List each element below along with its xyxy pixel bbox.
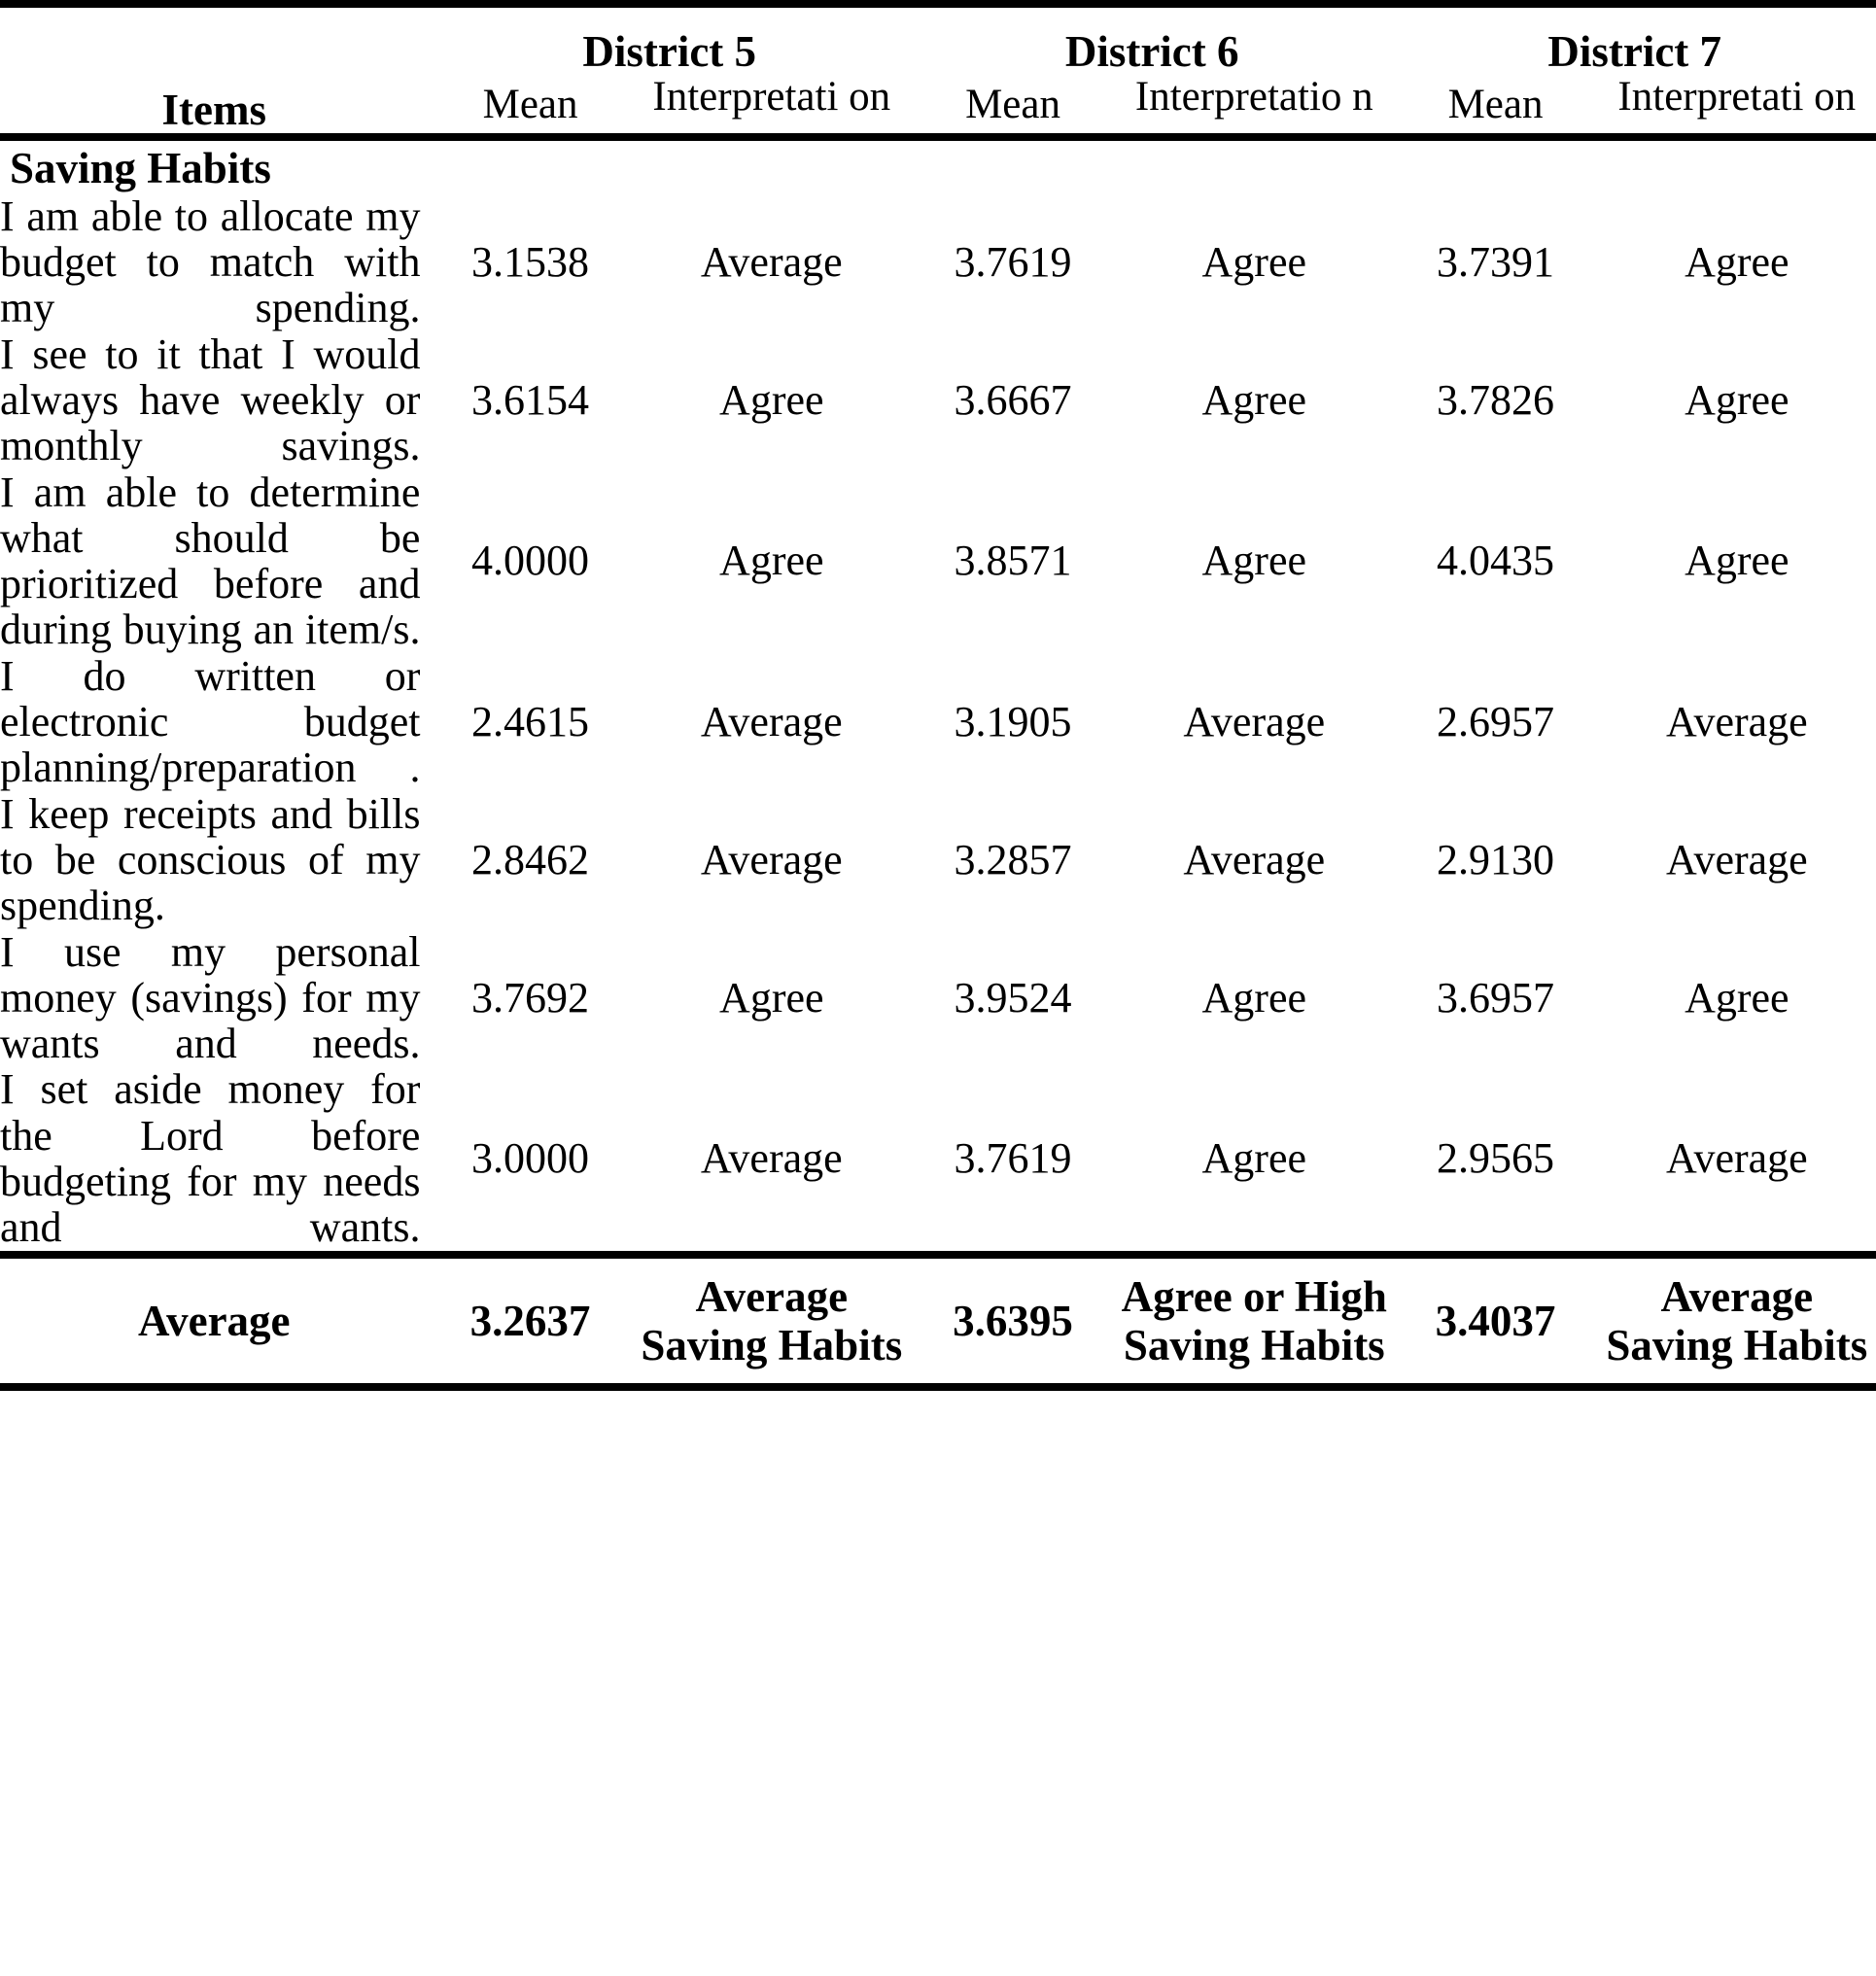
table-row (0, 791, 1876, 929)
group-header-district-7: District 7 (1547, 27, 1722, 76)
mean-district-6: 3.6667 (954, 375, 1072, 424)
section-label-row (0, 137, 1876, 193)
table-row (0, 1066, 1876, 1254)
mean-district-5: 3.7692 (471, 973, 590, 1022)
section-spacer-cell (1115, 137, 1393, 193)
column-header-mean-district-7: Mean (1447, 81, 1544, 127)
table-row (0, 929, 1876, 1067)
average-interpretation-district-6: Agree or High Saving Habits (1121, 1271, 1387, 1369)
interpretation-district-6: Agree (1201, 537, 1307, 585)
interpretation-district-5: Agree (719, 973, 824, 1022)
section-spacer-cell (1393, 137, 1597, 193)
table-header (0, 4, 1876, 137)
average-label: Average (137, 1296, 291, 1345)
group-header-district-6: District 6 (1064, 27, 1239, 76)
mean-district-5: 2.4615 (471, 698, 590, 746)
section-spacer-cell (633, 137, 911, 193)
section-spacer-cell (428, 137, 632, 193)
section-spacer-cell (1598, 137, 1876, 193)
column-header-mean-district-5: Mean (482, 81, 578, 127)
table-row (0, 653, 1876, 791)
mean-district-5: 2.8462 (471, 835, 590, 884)
mean-district-7: 2.9130 (1437, 835, 1555, 884)
table-row (0, 193, 1876, 331)
mean-district-7: 2.6957 (1437, 698, 1555, 746)
section-label-saving-habits: Saving Habits (10, 144, 271, 193)
item-text: I keep receipts and bills to be conscious of my spending. (0, 789, 421, 930)
interpretation-district-6: Agree (1201, 1134, 1307, 1183)
table-row (0, 331, 1876, 469)
interpretation-district-6: Agree (1201, 238, 1307, 287)
interpretation-district-5: Average (700, 238, 843, 287)
average-mean-district-5: 3.2637 (469, 1296, 591, 1345)
column-header-mean-district-6: Mean (965, 81, 1060, 127)
average-interpretation-district-7: Average Saving Habits (1606, 1271, 1868, 1369)
mean-district-7: 4.0435 (1437, 537, 1555, 585)
average-row (0, 1255, 1876, 1388)
table-footer (0, 1255, 1876, 1388)
mean-district-6: 3.9524 (954, 973, 1072, 1022)
column-header-items: Items (161, 86, 266, 134)
mean-district-7: 3.6957 (1437, 973, 1555, 1022)
interpretation-district-6: Average (1183, 698, 1326, 746)
average-interpretation-district-5: Average Saving Habits (641, 1271, 903, 1369)
interpretation-district-7: Average (1665, 698, 1808, 746)
mean-district-5: 4.0000 (471, 537, 590, 585)
item-text: I see to it that I would always have weekly or monthly savings. (0, 329, 421, 470)
interpretation-district-7: Average (1665, 1134, 1808, 1183)
mean-district-5: 3.6154 (471, 375, 590, 424)
table-row (0, 469, 1876, 653)
item-text: I set aside money for the Lord before budgeting for my needs and wants. (0, 1065, 421, 1252)
interpretation-district-5: Average (700, 1134, 843, 1183)
mean-district-6: 3.7619 (954, 238, 1072, 287)
interpretation-district-7: Agree (1685, 238, 1789, 287)
section-spacer-cell (911, 137, 1115, 193)
column-header-interpretation-district-5: Interpretati on (652, 74, 891, 121)
mean-district-6: 3.1905 (954, 698, 1072, 746)
item-text: I do written or electronic budget planning/preparation . (0, 651, 421, 792)
item-text: I use my personal money (savings) for my wants and needs. (0, 927, 421, 1068)
interpretation-district-7: Average (1665, 835, 1808, 884)
mean-district-6: 3.2857 (954, 835, 1072, 884)
interpretation-district-7: Agree (1685, 973, 1789, 1022)
interpretation-district-5: Agree (719, 375, 824, 424)
mean-district-6: 3.8571 (954, 537, 1072, 585)
mean-district-6: 3.7619 (954, 1134, 1072, 1183)
header-district-row (0, 4, 1876, 76)
mean-district-7: 3.7826 (1437, 375, 1555, 424)
interpretation-district-5: Agree (719, 537, 824, 585)
column-header-interpretation-district-6: Interpretatio n (1134, 74, 1373, 121)
mean-district-5: 3.1538 (471, 238, 590, 287)
interpretation-district-6: Agree (1201, 973, 1307, 1022)
mean-district-7: 3.7391 (1437, 238, 1555, 287)
mean-district-7: 2.9565 (1437, 1134, 1555, 1183)
item-text: I am able to allocate my budget to match with my spending. (0, 191, 421, 332)
interpretation-district-6: Agree (1201, 375, 1307, 424)
average-mean-district-6: 3.6395 (953, 1296, 1073, 1345)
column-header-interpretation-district-7: Interpretati on (1617, 74, 1857, 121)
interpretation-district-7: Agree (1685, 375, 1789, 424)
mean-district-5: 3.0000 (471, 1134, 590, 1183)
interpretation-district-7: Agree (1685, 537, 1789, 585)
interpretation-district-6: Average (1183, 835, 1326, 884)
table-body (0, 137, 1876, 1254)
interpretation-district-5: Average (700, 835, 843, 884)
item-text: I am able to determine what should be prioritized before and during buying an item/s. (0, 468, 421, 654)
interpretation-district-5: Average (700, 698, 843, 746)
group-header-district-5: District 5 (582, 27, 757, 76)
average-mean-district-7: 3.4037 (1435, 1296, 1556, 1345)
